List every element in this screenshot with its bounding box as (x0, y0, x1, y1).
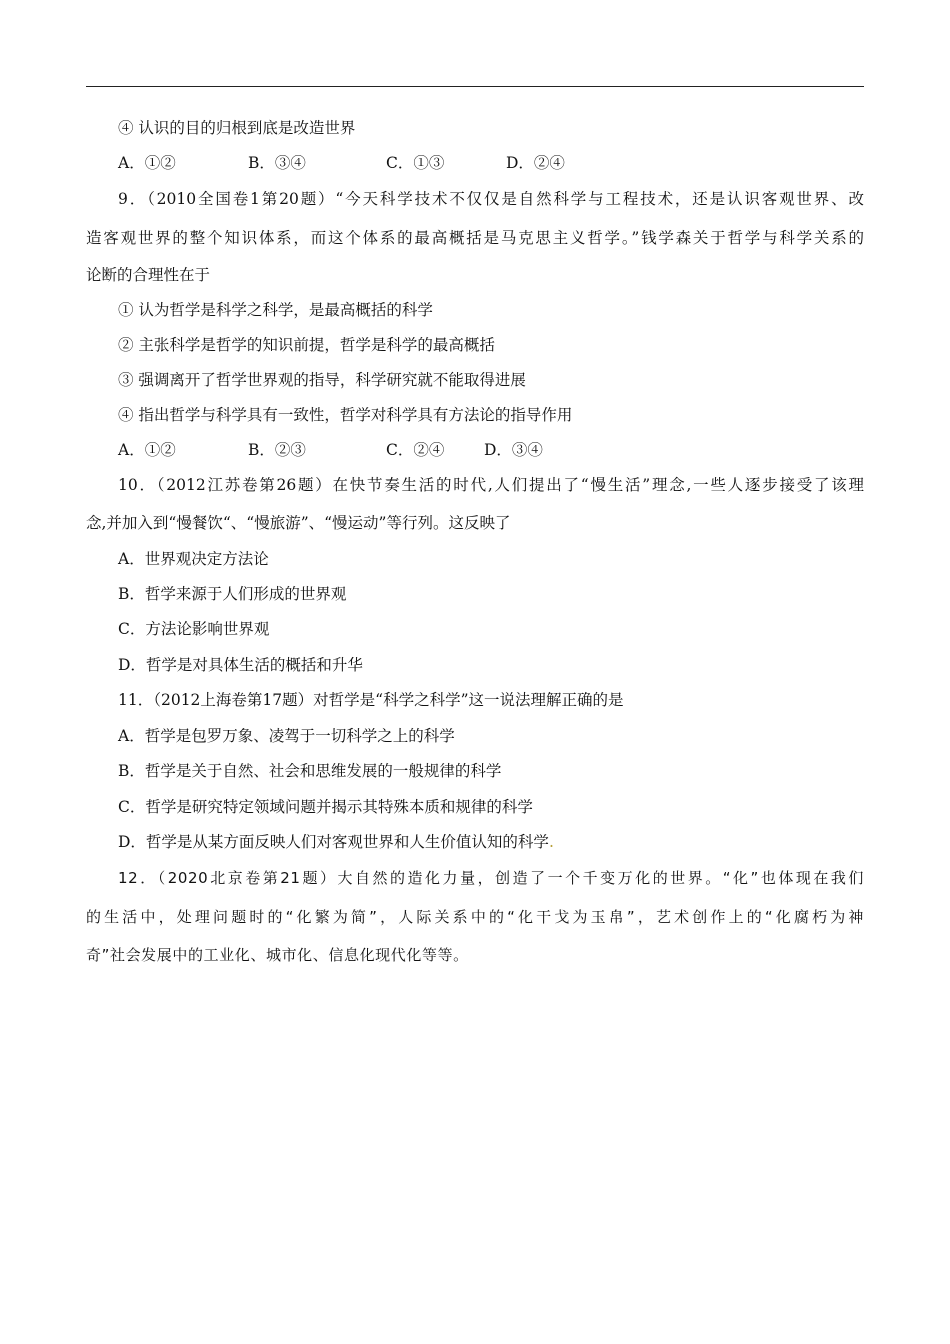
q11-option-d: D．哲学是从某方面反映人们对客观世界和人生价值认知的科学 (118, 833, 549, 851)
q9-options (118, 440, 864, 460)
q8-option-c: C．①③ (386, 154, 445, 172)
q10-option-d: D．哲学是对具体生活的概括和升华 (118, 656, 363, 674)
q9-option-c: C．②④ (386, 441, 445, 459)
q11-option-a: A．哲学是包罗万象、凌驾于一切科学之上的科学 (118, 727, 455, 745)
q11-trailing-dot: . (548, 833, 554, 851)
q12-stem-line-1: 12．（2020北京卷第21题）大自然的造化力量，创造了一个千变万化的世界。“化”也体现在我们 (118, 869, 864, 887)
q9-option-a: A．①② (118, 441, 176, 459)
q10-stem-line-1: 10．（2012江苏卷第26题）在快节奏生活的时代,人们提出了“慢生活”理念,一些人逐步接受了该理 (118, 476, 864, 494)
q11-option-b: B．哲学是关于自然、社会和思维发展的一般规律的科学 (118, 762, 502, 780)
q9-item-1: ① 认为哲学是科学之科学，是最高概括的科学 (118, 301, 433, 319)
q8-options (118, 153, 864, 173)
q9-stem-line-2: 造客观世界的整个知识体系，而这个体系的最高概括是马克思主义哲学。”钱学森关于哲学与科学关系的 (86, 229, 864, 247)
q8-option-d: D．②④ (506, 154, 565, 172)
q8-item-4: ④ 认识的目的归根到底是改造世界 (118, 119, 356, 137)
q10-option-b: B．哲学来源于人们形成的世界观 (118, 585, 347, 603)
q11-stem: 11．（2012上海卷第17题）对哲学是“科学之科学”这一说法理解正确的是 (118, 691, 624, 709)
q8-option-b: B．③④ (248, 154, 306, 172)
q11-option-c: C．哲学是研究特定领域问题并揭示其特殊本质和规律的科学 (118, 798, 533, 816)
q9-item-2: ② 主张科学是哲学的知识前提，哲学是科学的最高概括 (118, 336, 495, 354)
q12-stem-line-3: 奇”社会发展中的工业化、城市化、信息化现代化等等。 (86, 946, 469, 964)
q8-option-a: A．①② (118, 154, 176, 172)
q11-option-d-line (118, 832, 864, 852)
q9-option-d: D．③④ (484, 441, 543, 459)
q9-option-b: B．②③ (248, 441, 306, 459)
q12-stem-line-2: 的生活中，处理问题时的“化繁为简”，人际关系中的“化干戈为玉帛”，艺术创作上的“化腐朽为神 (86, 908, 864, 926)
q9-item-3: ③ 强调离开了哲学世界观的指导，科学研究就不能取得进展 (118, 371, 526, 389)
q10-stem-line-2: 念,并加入到“慢餐饮“、“慢旅游”、“慢运动”等行列。这反映了 (86, 514, 511, 532)
q10-option-a: A．世界观决定方法论 (118, 550, 269, 568)
q9-stem-line-3: 论断的合理性在于 (86, 266, 211, 284)
q9-item-4: ④ 指出哲学与科学具有一致性，哲学对科学具有方法论的指导作用 (118, 406, 573, 424)
q10-option-c: C．方法论影响世界观 (118, 620, 270, 638)
header-rule (86, 86, 864, 87)
q9-stem-line-1: 9．（2010全国卷1第20题）“今天科学技术不仅仅是自然科学与工程技术，还是认识客观世界、改 (118, 190, 864, 208)
